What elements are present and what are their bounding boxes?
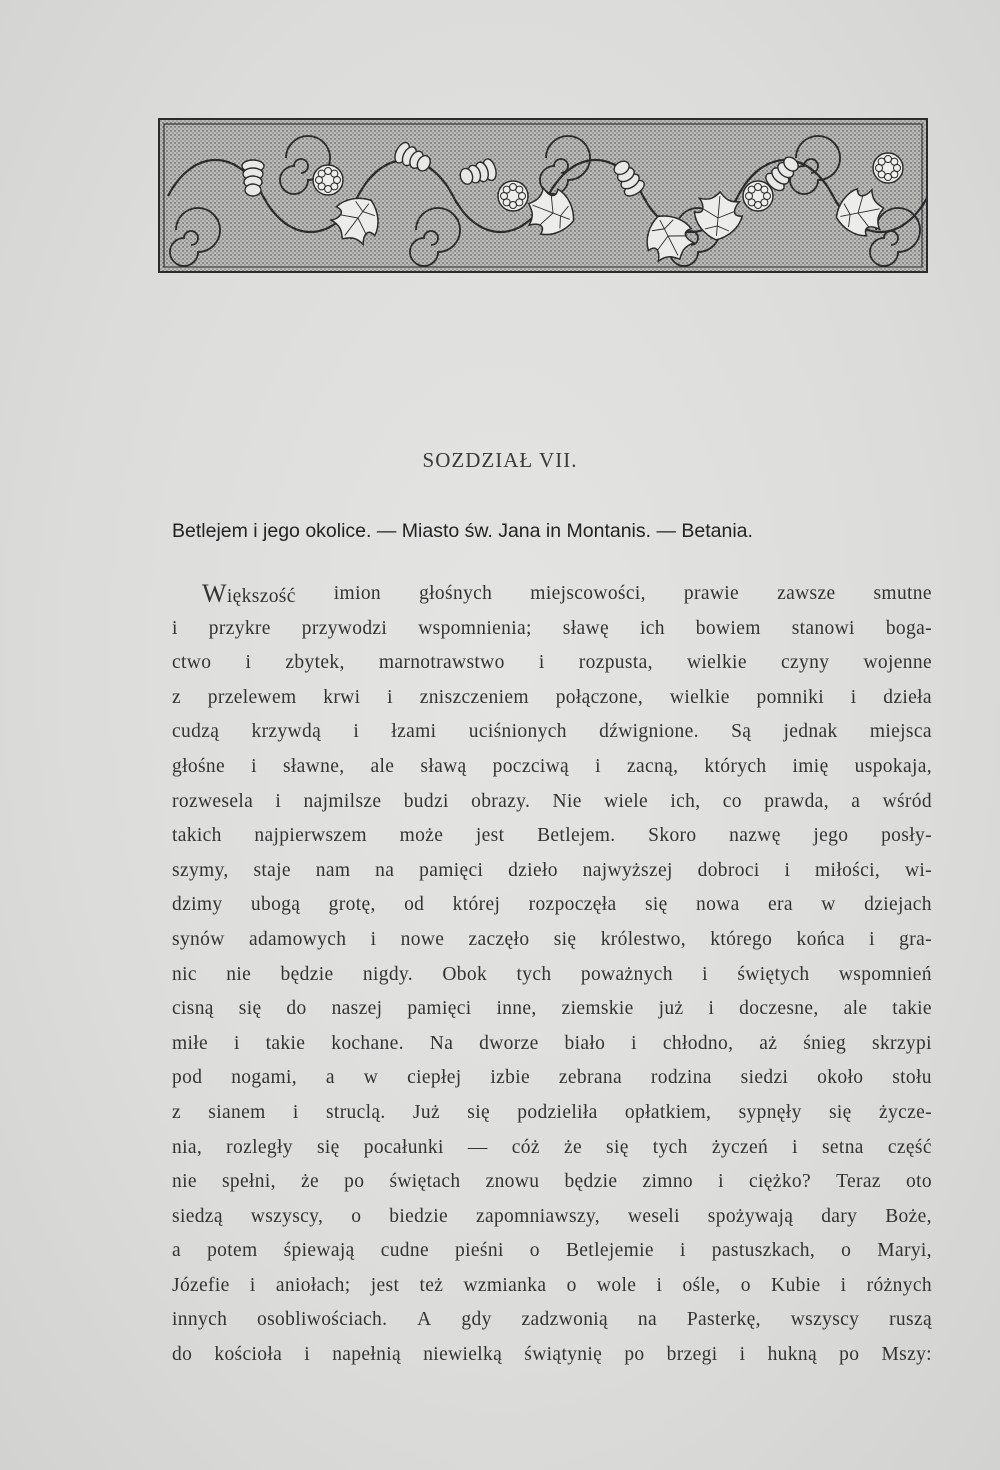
text-line: dzimy ubogą grotę, od której rozpoczęła się nowa era w dziejach [172,894,932,916]
text-line: głośne i sławne, ale sławą poczciwą i zacną, których imię uspokaja, [172,755,932,777]
text-line: nie spełni, że po świętach znowu będzie zimno i ciężko? Teraz oto [172,1171,932,1193]
text-line: z sianem i struclą. Już się podzieliła opłatkiem, sypnęły się życze- [172,1101,932,1123]
text-line: synów adamowych i nowe zaczęło się królestwo, którego końca i gra- [172,928,932,950]
text-line: innych osobliwościach. A gdy zadzwonią na Pasterkę, wszyscy ruszą [172,1309,932,1331]
text-line: ctwo i zbytek, marnotrawstwo i rozpusta, wielkie czyny wojenne [172,652,932,674]
text-line: z przelewem krwi i zniszczeniem połączone, wielkie pomniki i dzieła [172,686,932,708]
text-line: pod nogami, a w ciepłej izbie zebrana rodzina siedzi około stołu [172,1067,932,1089]
text-line: a potem śpiewają cudne pieśni o Betlejemie i pastuszkach, o Maryi, [172,1240,932,1262]
text-line: siedzą wszyscy, o biedzie zapomniawszy, weseli spożywają dary Boże, [172,1205,932,1227]
floral-vine-band-icon [158,118,928,273]
text-line: Większość imion głośnych miejscowości, prawie zawsze smutne [202,579,932,608]
ornament-headpiece [158,118,928,273]
initial-letter: W [202,579,227,608]
text-line: miłe i takie kochane. Na dworze biało i chłodno, aż śnieg skrzypi [172,1032,932,1054]
text-line: do kościoła i napełnią niewielką świątynię po brzegi i hukną po Mszy: [172,1344,932,1366]
text-line: rozwesela i najmilsze budzi obrazy. Nie wiele ich, co prawda, a wśród [172,790,932,812]
text-line: i przykre przywodzi wspomnienia; sławę ich bowiem stanowi boga- [172,617,932,639]
text-line: szymy, staje nam na pamięci dzieło najwyższej dobroci i miłości, wi- [172,859,932,881]
text-line: cudzą krzywdą i łzami uciśnionych dźwignione. Są jednak miejsca [172,721,932,743]
chapter-subtitle: Betlejem i jego okolice. — Miasto św. Jana in Montanis. — Betania. [172,520,753,542]
chapter-title: SOZDZIAŁ VII. [422,448,578,472]
text-line: Józefie i aniołach; jest też wzmianka o wole i ośle, o Kubie i różnych [172,1274,932,1296]
body-text [172,577,932,1373]
text-line: cisną się do naszej pamięci inne, ziemskie już i doczesne, ale takie [172,998,932,1020]
text-line: nia, rozległy się pocałunki — cóż że się tych życzeń i setna część [172,1136,932,1158]
text-line: takich najpierwszem może jest Betlejem. Skoro nazwę jego posły- [172,825,932,847]
text-line: nic nie będzie nigdy. Obok tych poważnych i świętych wspomnień [172,963,932,985]
